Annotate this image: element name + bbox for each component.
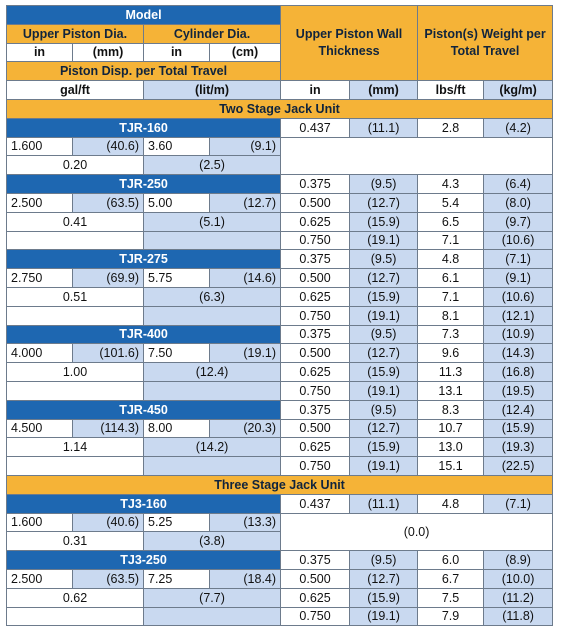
weight-lbs: 6.5: [418, 212, 484, 231]
unit-in: in: [144, 43, 210, 62]
wall-in: 0.375: [281, 175, 350, 194]
weight-kg: (11.2): [484, 588, 553, 607]
wall-in: 0.625: [281, 287, 350, 306]
wall-mm: (12.7): [350, 569, 418, 588]
table-row: [7, 287, 553, 306]
disp-lit-m: (7.7): [144, 588, 281, 607]
wall-in: 0.500: [281, 419, 350, 438]
cylinder-dia-cm: (18.4): [210, 569, 281, 588]
wall-in: 0.375: [281, 250, 350, 269]
table-row: [7, 363, 553, 382]
blank-cell: [144, 381, 281, 400]
weight-kg: (12.1): [484, 306, 553, 325]
cylinder-dia-in: 7.25: [144, 569, 210, 588]
weight-kg: (9.7): [484, 212, 553, 231]
wall-in: 0.625: [281, 438, 350, 457]
table-row: [7, 212, 553, 231]
cylinder-dia-in: 5.25: [144, 513, 210, 532]
wall-in: 0.750: [281, 607, 350, 626]
wall-mm: (11.1): [350, 118, 418, 137]
weight-kg: (22.5): [484, 457, 553, 476]
wall-mm: (15.9): [350, 438, 418, 457]
disp-gal-ft: 0.41: [7, 212, 144, 231]
upper-piston-dia-mm: (69.9): [73, 269, 144, 288]
weight-kg: (19.3): [484, 438, 553, 457]
model-name: TJR-400: [7, 325, 281, 344]
header-piston-displacement: Piston Disp. per Total Travel: [7, 62, 281, 81]
weight-lbs: 7.1: [418, 231, 484, 250]
weight-lbs: 6.7: [418, 569, 484, 588]
wall-mm: (19.1): [350, 607, 418, 626]
cylinder-dia-in: 5.75: [144, 269, 210, 288]
wall-mm: (15.9): [350, 287, 418, 306]
weight-kg: (8.0): [484, 193, 553, 212]
table-row: [7, 569, 553, 588]
weight-kg: (15.9): [484, 419, 553, 438]
upper-piston-dia-mm: (40.6): [73, 137, 144, 156]
table-row: [7, 250, 553, 269]
weight-kg: (16.8): [484, 363, 553, 382]
wall-mm: (19.1): [350, 457, 418, 476]
table-row: [7, 438, 553, 457]
weight-kg: (19.5): [484, 381, 553, 400]
weight-lbs: 4.3: [418, 175, 484, 194]
cylinder-dia-cm: (20.3): [210, 419, 281, 438]
weight-kg: (11.8): [484, 607, 553, 626]
disp-lit-m: (3.8): [144, 532, 281, 551]
disp-lit-m: (14.2): [144, 438, 281, 457]
wall-in: 0.625: [281, 588, 350, 607]
wall-in: 0.625: [281, 212, 350, 231]
table-row: [7, 344, 553, 363]
table-row: [7, 381, 553, 400]
wall-mm: (12.7): [350, 344, 418, 363]
section-row: [7, 99, 553, 118]
weight-lbs: 8.1: [418, 306, 484, 325]
weight-lbs: 15.1: [418, 457, 484, 476]
weight-lbs: 4.8: [418, 494, 484, 513]
wall-mm: (9.5): [350, 400, 418, 419]
wall-mm: (12.7): [350, 419, 418, 438]
wall-mm: (19.1): [350, 306, 418, 325]
upper-piston-dia-mm: (101.6): [73, 344, 144, 363]
blank-cell: [144, 306, 281, 325]
cylinder-dia-cm: (12.7): [210, 193, 281, 212]
wall-in: 0.437: [281, 494, 350, 513]
wall-in: 0.750: [281, 457, 350, 476]
blank-cell: [7, 457, 144, 476]
wall-mm: (15.9): [350, 363, 418, 382]
header-wall-thickness: Upper Piston Wall Thickness: [281, 6, 418, 81]
cylinder-dia-cm: (13.3): [210, 513, 281, 532]
upper-piston-dia-mm: (63.5): [73, 193, 144, 212]
table-row: [7, 193, 553, 212]
weight-lbs: 7.9: [418, 607, 484, 626]
cylinder-dia-in: 8.00: [144, 419, 210, 438]
weight-lbs: 10.7: [418, 419, 484, 438]
wall-in: 0.375: [281, 325, 350, 344]
weight-kg: (10.0): [484, 569, 553, 588]
wall-mm: (15.9): [350, 212, 418, 231]
weight-lbs: 6.1: [418, 269, 484, 288]
weight-lbs: 8.3: [418, 400, 484, 419]
wall-mm: (12.7): [350, 269, 418, 288]
wall-in: 0.500: [281, 569, 350, 588]
wall-mm: (19.1): [350, 381, 418, 400]
disp-gal-ft: 0.20: [7, 156, 144, 175]
weight-lbs: 7.1: [418, 287, 484, 306]
jack-unit-spec-table: [6, 5, 553, 626]
disp-lit-m: (5.1): [144, 212, 281, 231]
disp-gal-ft: 1.14: [7, 438, 144, 457]
weight-lbs: 2.8: [418, 118, 484, 137]
disp-gal-ft: 0.62: [7, 588, 144, 607]
weight-lbs: 4.8: [418, 250, 484, 269]
disp-lit-m: (2.5): [144, 156, 281, 175]
model-name: TJ3-160: [7, 494, 281, 513]
blank-cell: [7, 306, 144, 325]
disp-gal-ft: 0.31: [7, 532, 144, 551]
wall-mm: (9.5): [350, 551, 418, 570]
weight-kg: (10.6): [484, 287, 553, 306]
weight-lbs: 13.0: [418, 438, 484, 457]
wall-in: 0.375: [281, 400, 350, 419]
table-row: [7, 118, 553, 137]
model-name: TJR-275: [7, 250, 281, 269]
wall-in: 0.625: [281, 363, 350, 382]
wall-in: 0.437: [281, 118, 350, 137]
upper-piston-dia-in: 2.500: [7, 569, 73, 588]
weight-kg: (14.3): [484, 344, 553, 363]
section-title: Three Stage Jack Unit: [7, 475, 553, 494]
wall-in: 0.375: [281, 551, 350, 570]
table-row: [7, 175, 553, 194]
wall-in: 0.750: [281, 306, 350, 325]
table-row: [7, 513, 553, 532]
section-row: [7, 475, 553, 494]
section-title: Two Stage Jack Unit: [7, 99, 553, 118]
model-name: TJR-450: [7, 400, 281, 419]
disp-lit-m: (6.3): [144, 287, 281, 306]
disp-gal-ft: 0.51: [7, 287, 144, 306]
header-row: [7, 6, 553, 25]
weight-kg: (4.2): [484, 118, 553, 137]
unit-in: in: [7, 43, 73, 62]
unit-lit-m: (lit/m): [144, 81, 281, 100]
wall-mm: (9.5): [350, 325, 418, 344]
wall-mm: (11.1): [350, 494, 418, 513]
table-row: [7, 137, 553, 156]
table-row: [7, 306, 553, 325]
note-cell: (0.0): [281, 513, 553, 551]
disp-lit-m: (12.4): [144, 363, 281, 382]
blank-cell: [7, 381, 144, 400]
table-row: [7, 400, 553, 419]
table-row: [7, 457, 553, 476]
upper-piston-dia-mm: (63.5): [73, 569, 144, 588]
cylinder-dia-in: 7.50: [144, 344, 210, 363]
upper-piston-dia-mm: (114.3): [73, 419, 144, 438]
table-row: [7, 551, 553, 570]
wall-mm: (9.5): [350, 250, 418, 269]
unit-gal-ft: gal/ft: [7, 81, 144, 100]
wall-in: 0.500: [281, 269, 350, 288]
model-name: TJR-160: [7, 118, 281, 137]
weight-kg: (7.1): [484, 494, 553, 513]
model-name: TJ3-250: [7, 551, 281, 570]
upper-piston-dia-in: 4.500: [7, 419, 73, 438]
header-model: Model: [7, 6, 281, 25]
table-row: [7, 325, 553, 344]
table-row: [7, 419, 553, 438]
wall-mm: (15.9): [350, 588, 418, 607]
table-row: [7, 494, 553, 513]
wall-mm: (9.5): [350, 175, 418, 194]
weight-kg: (12.4): [484, 400, 553, 419]
weight-kg: (10.6): [484, 231, 553, 250]
weight-kg: (6.4): [484, 175, 553, 194]
table-row: [7, 588, 553, 607]
cylinder-dia-in: 3.60: [144, 137, 210, 156]
unit-mm: (mm): [73, 43, 144, 62]
unit-lbs-ft: lbs/ft: [418, 81, 484, 100]
unit-in: in: [281, 81, 350, 100]
upper-piston-dia-in: 2.500: [7, 193, 73, 212]
cylinder-dia-cm: (9.1): [210, 137, 281, 156]
weight-lbs: 7.3: [418, 325, 484, 344]
model-name: TJR-250: [7, 175, 281, 194]
blank-cell: [144, 457, 281, 476]
blank-cell: [281, 137, 553, 175]
unit-kg-m: (kg/m): [484, 81, 553, 100]
upper-piston-dia-in: 1.600: [7, 137, 73, 156]
cylinder-dia-cm: (14.6): [210, 269, 281, 288]
cylinder-dia-cm: (19.1): [210, 344, 281, 363]
weight-lbs: 9.6: [418, 344, 484, 363]
upper-piston-dia-in: 2.750: [7, 269, 73, 288]
unit-mm: (mm): [350, 81, 418, 100]
weight-kg: (7.1): [484, 250, 553, 269]
header-piston-weight: Piston(s) Weight per Total Travel: [418, 6, 553, 81]
weight-lbs: 13.1: [418, 381, 484, 400]
weight-lbs: 11.3: [418, 363, 484, 382]
wall-in: 0.500: [281, 344, 350, 363]
wall-in: 0.750: [281, 381, 350, 400]
blank-cell: [144, 231, 281, 250]
weight-lbs: 7.5: [418, 588, 484, 607]
weight-kg: (9.1): [484, 269, 553, 288]
weight-lbs: 6.0: [418, 551, 484, 570]
weight-kg: (8.9): [484, 551, 553, 570]
header-upper-piston-dia: Upper Piston Dia.: [7, 24, 144, 43]
upper-piston-dia-mm: (40.6): [73, 513, 144, 532]
wall-in: 0.750: [281, 231, 350, 250]
upper-piston-dia-in: 4.000: [7, 344, 73, 363]
wall-in: 0.500: [281, 193, 350, 212]
header-cylinder-dia: Cylinder Dia.: [144, 24, 281, 43]
cylinder-dia-in: 5.00: [144, 193, 210, 212]
weight-kg: (10.9): [484, 325, 553, 344]
upper-piston-dia-in: 1.600: [7, 513, 73, 532]
weight-lbs: 5.4: [418, 193, 484, 212]
table-row: [7, 231, 553, 250]
blank-cell: [7, 231, 144, 250]
disp-gal-ft: 1.00: [7, 363, 144, 382]
header-row: [7, 81, 553, 100]
wall-mm: (12.7): [350, 193, 418, 212]
unit-cm: (cm): [210, 43, 281, 62]
wall-mm: (19.1): [350, 231, 418, 250]
table-row: [7, 269, 553, 288]
